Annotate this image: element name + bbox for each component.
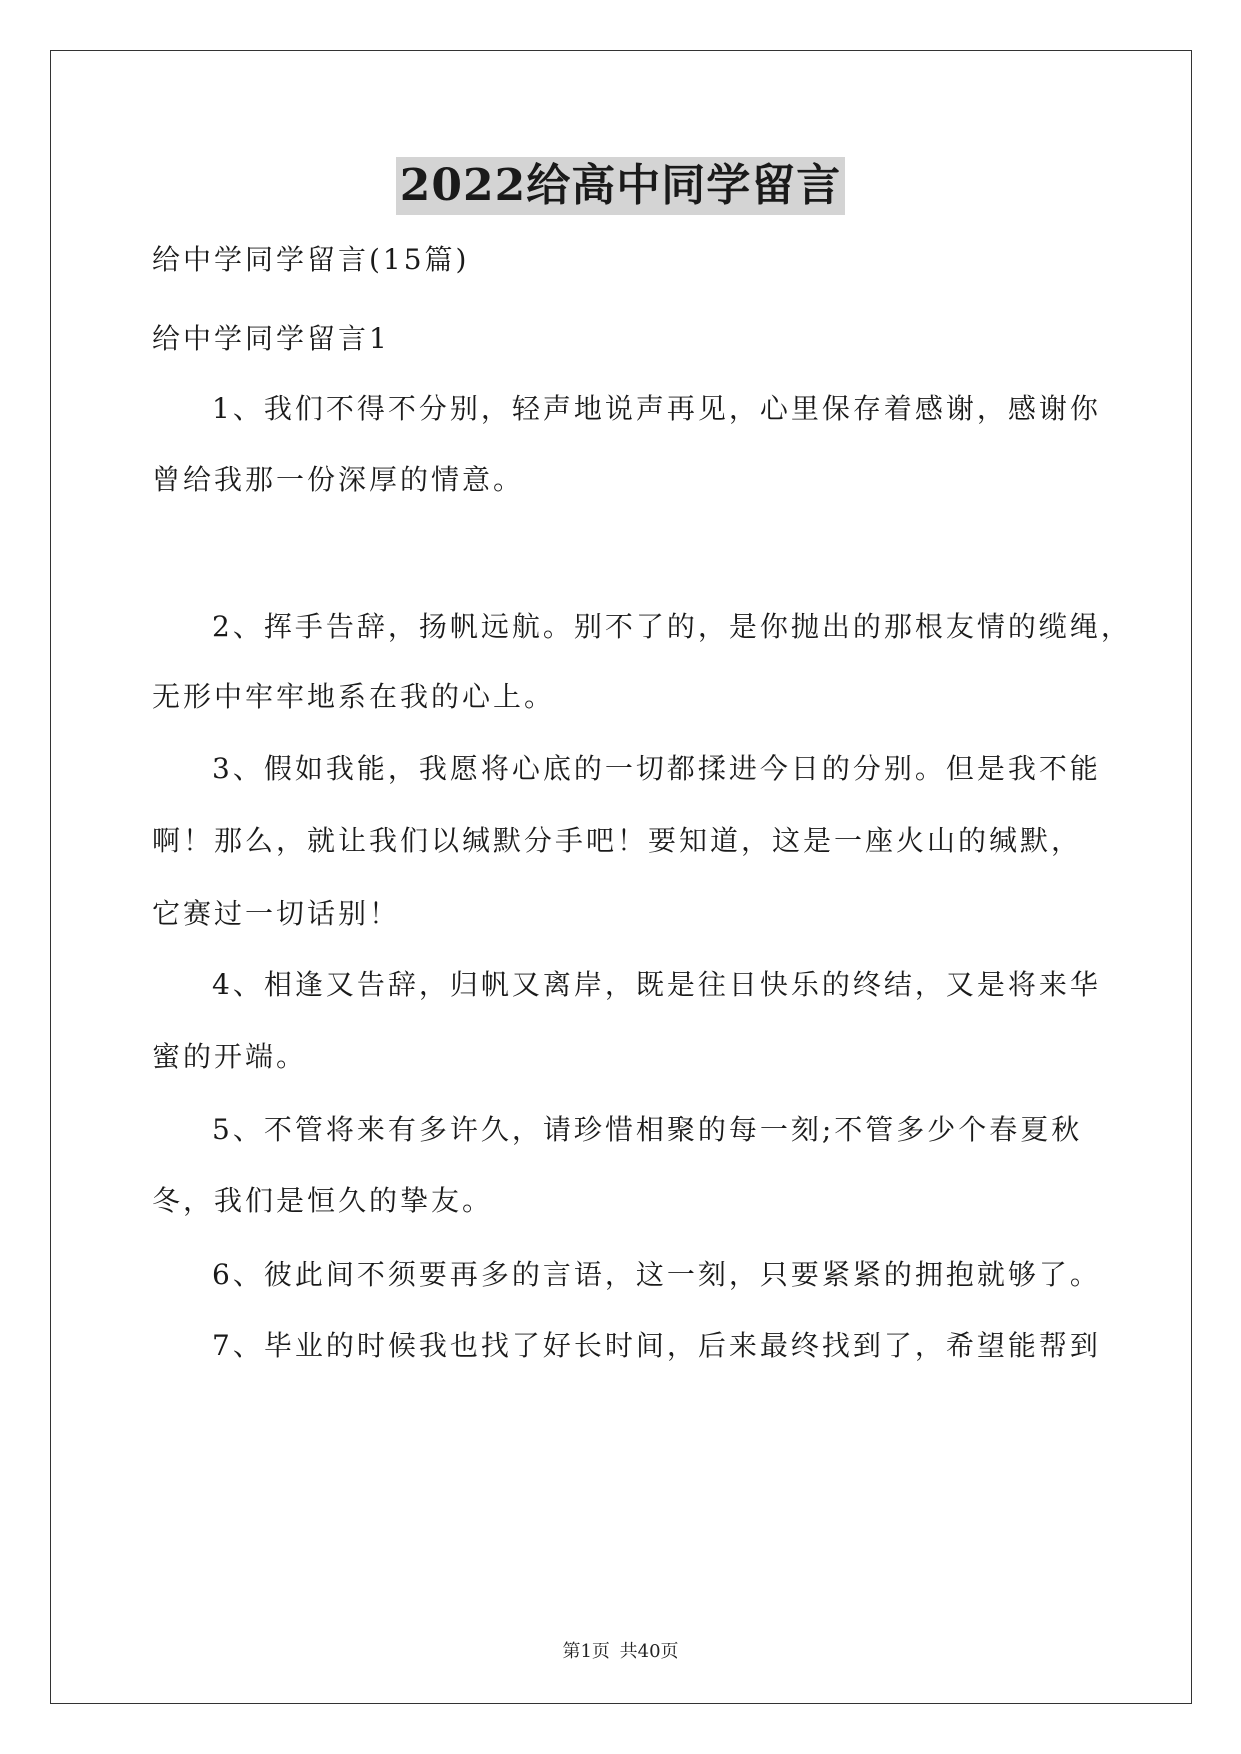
page-total: 共40页: [619, 1641, 679, 1662]
paragraph-line: 6、彼此间不须要再多的言语，这一刻，只要紧紧的拥抱就够了。: [212, 1258, 1101, 1291]
subtitle-line: 给中学同学留言(15篇): [152, 243, 470, 276]
paragraph-line: 7、毕业的时候我也找了好长时间，后来最终找到了，希望能帮到: [212, 1329, 1101, 1362]
paragraph-line: 冬，我们是恒久的挚友。: [152, 1184, 494, 1217]
paragraph-line: 3、假如我能，我愿将心底的一切都揉进今日的分别。但是我不能: [212, 752, 1101, 785]
paragraph-line: 蜜的开端。: [152, 1040, 308, 1073]
document-title: 2022给高中同学留言: [396, 157, 845, 215]
page-border: [50, 50, 1192, 1704]
paragraph-line: 1、我们不得不分别，轻声地说声再见，心里保存着感谢，感谢你: [212, 392, 1101, 425]
paragraph-line: 啊！那么，就让我们以缄默分手吧！要知道，这是一座火山的缄默，: [152, 824, 1083, 857]
title-container: [0, 157, 1241, 215]
page-footer: [0, 1640, 1241, 1664]
paragraph-line: 它赛过一切话别！: [152, 897, 401, 930]
paragraph-line: 2、挥手告辞，扬帆远航。别不了的，是你抛出的那根友情的缆绳，: [212, 610, 1132, 643]
section-heading: 给中学同学留言1: [152, 322, 390, 355]
paragraph-line: 4、相逢又告辞，归帆又离岸，既是往日快乐的终结，又是将来华: [212, 968, 1101, 1001]
page-number: 第1页: [562, 1641, 610, 1662]
paragraph-line: 无形中牢牢地系在我的心上。: [152, 680, 556, 713]
paragraph-line: 5、不管将来有多许久，请珍惜相聚的每一刻;不管多少个春夏秋: [212, 1113, 1083, 1146]
paragraph-line: 曾给我那一份深厚的情意。: [152, 463, 525, 496]
